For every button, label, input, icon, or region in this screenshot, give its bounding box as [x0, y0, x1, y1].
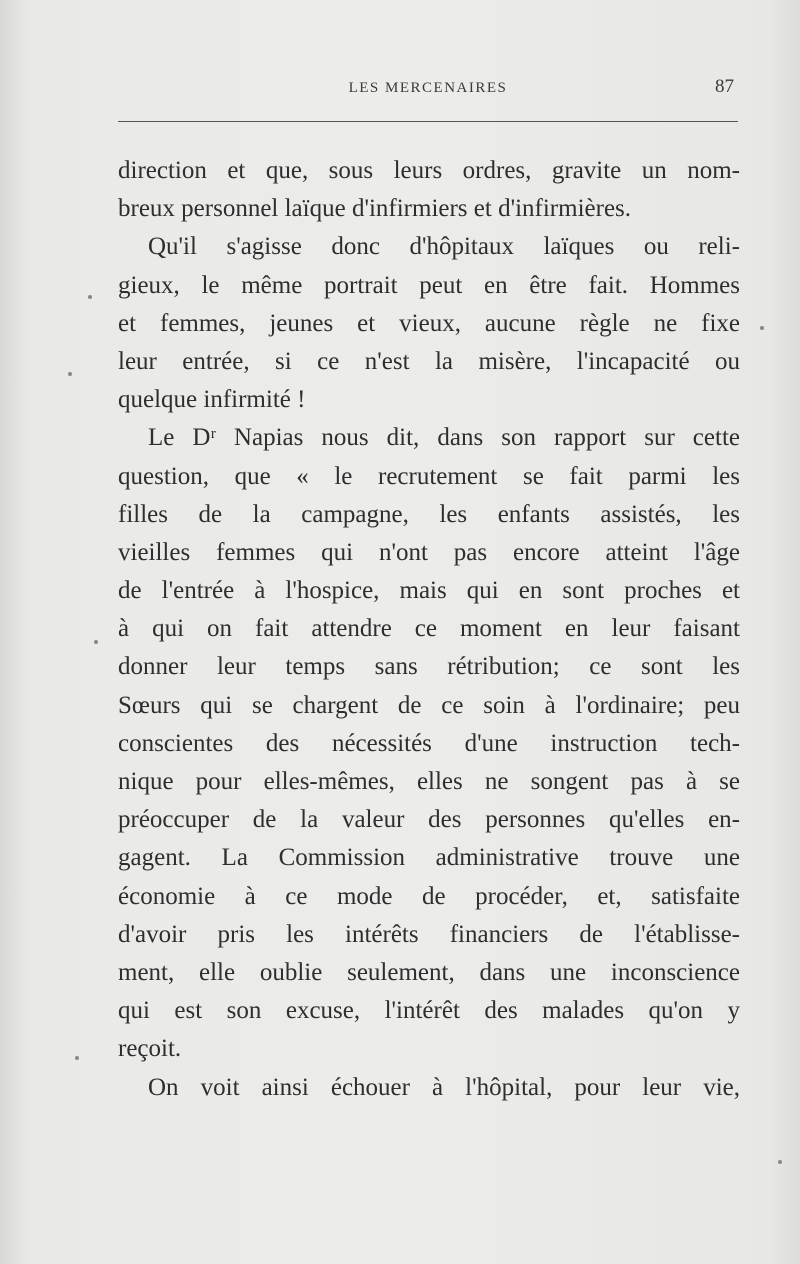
text-line: à qui on fait attendre ce moment en leur faisant [118, 615, 740, 643]
text-line: filles de la campagne, les enfants assistés, les [118, 500, 740, 528]
text-line: direction et que, sous leurs ordres, gravite un nom- [118, 157, 740, 184]
running-title: LES MERCENAIRES [348, 80, 508, 96]
text-line: et femmes, jeunes et vieux, aucune règle ne fixe [118, 309, 740, 337]
text-line: nique pour elles-mêmes, elles ne songent pas à se [118, 768, 740, 795]
text-line: économie à ce mode de procéder, et, satisfaite [118, 882, 740, 910]
page-header [118, 74, 738, 104]
paper-speck [88, 295, 92, 299]
text-line: leur entrée, si ce n'est la misère, l'incapacité ou [118, 347, 740, 375]
text-line: On voit ainsi échouer à l'hôpital, pour leur vie, [148, 1073, 740, 1101]
header-rule [118, 121, 738, 122]
paper-speck [778, 1160, 782, 1164]
text-line: Le Dʳ Napias nous dit, dans son rapport sur cette [148, 424, 740, 452]
text-line: vieilles femmes qui n'ont pas encore atteint l'âge [118, 538, 740, 566]
text-line: reçoit. [118, 1035, 182, 1063]
text-line: question, que « le recrutement se fait parmi les [118, 462, 740, 490]
text-line: de l'entrée à l'hospice, mais qui en sont proches et [118, 577, 740, 605]
text-line: Qu'il s'agisse donc d'hôpitaux laïques ou reli- [148, 233, 740, 261]
text-line: Sœurs qui se chargent de ce soin à l'ordinaire; peu [118, 691, 740, 719]
body-text [118, 152, 740, 1107]
text-line: d'avoir pris les intérêts financiers de l'établisse- [118, 920, 740, 948]
text-line: breux personnel laïque d'infirmiers et d'infirmières. [118, 195, 632, 223]
text-line: gagent. La Commission administrative trouve une [118, 844, 740, 872]
paper-speck [68, 372, 72, 376]
text-line: quelque infirmité ! [118, 386, 306, 414]
paper-speck [94, 640, 98, 644]
text-line: gieux, le même portrait peut en être fait. Hommes [118, 271, 740, 299]
paper-speck [760, 326, 764, 330]
text-line: qui est son excuse, l'intérêt des malades qu'on y [118, 997, 740, 1025]
page-number: 87 [715, 76, 734, 97]
text-line: conscientes des nécessités d'une instruction tech- [118, 729, 740, 757]
text-line: donner leur temps sans rétribution; ce sont les [118, 653, 740, 681]
text-line: préoccuper de la valeur des personnes qu'elles en- [118, 806, 740, 834]
paper-speck [75, 1056, 79, 1060]
text-line: ment, elle oublie seulement, dans une inconscience [118, 958, 740, 986]
